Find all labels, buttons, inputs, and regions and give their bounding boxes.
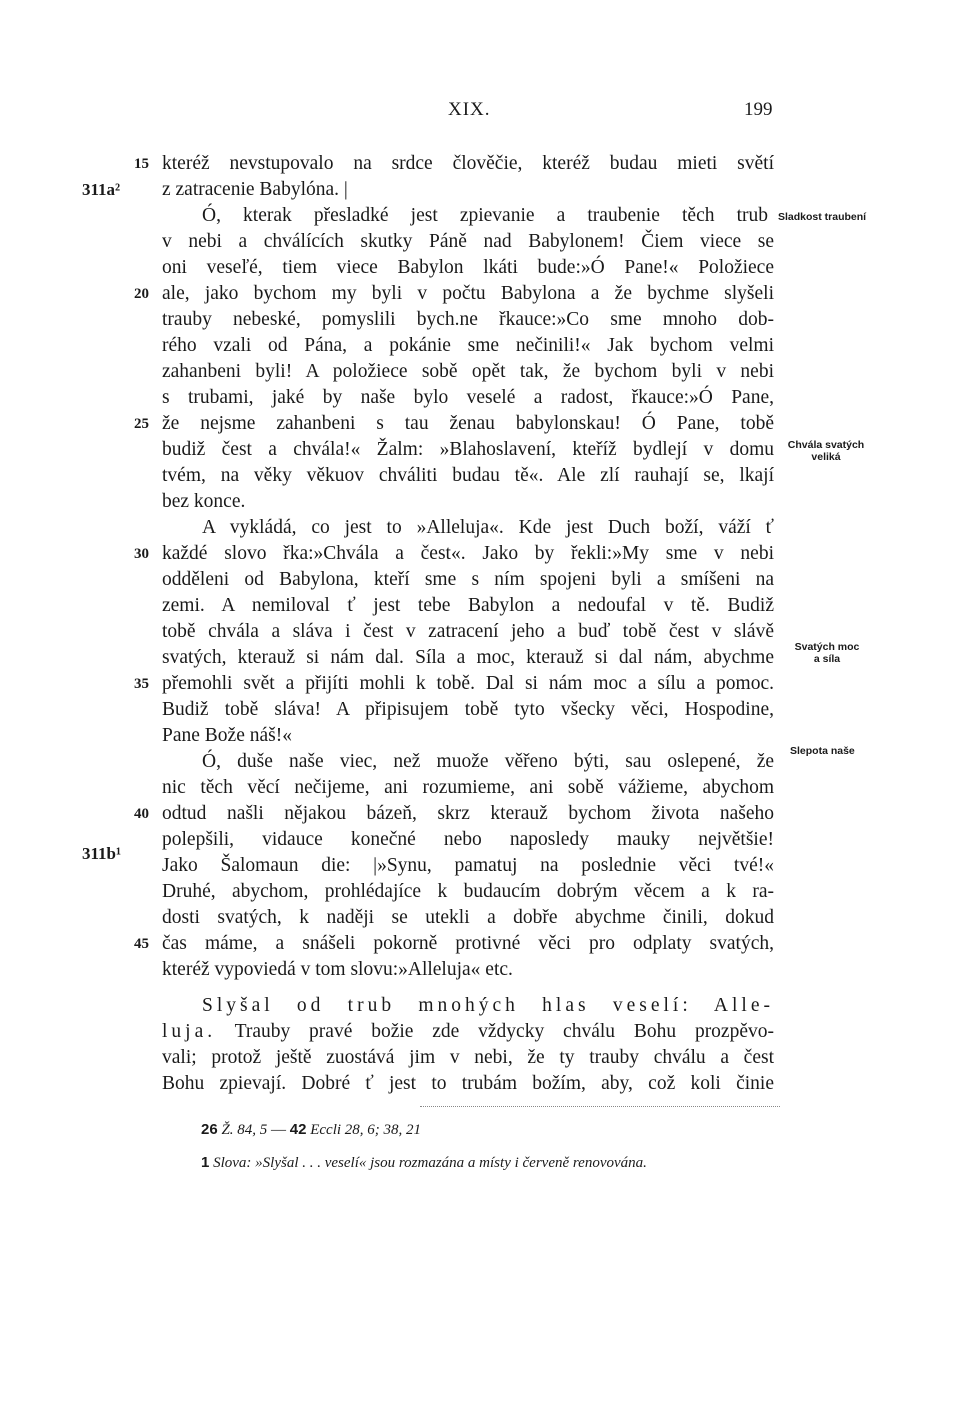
text-line: odděleni od Babylona, kteří sme s ním spojeni byli a smíšeni na bbox=[162, 569, 774, 590]
text-line: čas máme, a snášeli pokorně protivné věci pro odplaty svatých, bbox=[162, 933, 774, 954]
text-line: každé slovo řka:»Chvála a čest«. Jako by řekli:»My sme v nebi bbox=[162, 543, 774, 564]
text-line: z zatracenie Babylóna. | bbox=[162, 179, 348, 200]
footnote-apparatus bbox=[201, 1153, 647, 1173]
margin-note-line: Svatých moc bbox=[794, 641, 860, 653]
line-number: 40 bbox=[134, 806, 149, 822]
text-line: tobě chvála a sláva i čest v zatracení jeho a buď tobě čest v slávě bbox=[162, 621, 774, 642]
page-number: 199 bbox=[744, 99, 773, 120]
margin-note-line: a síla bbox=[813, 653, 841, 665]
folio-marker: 311a² bbox=[82, 180, 121, 199]
text-line: Jako Šalomaun die: |»Synu, pamatuj na poslednie věci tvé!« bbox=[162, 855, 774, 876]
lemma-line bbox=[202, 993, 774, 1019]
text-line: zahanbeni byli! A položiece sobě opět tak, že bychom byli v nebi bbox=[162, 361, 774, 382]
text-line: kteréž nevstupovalo na srdce člověčie, kteréž budau mieti světí bbox=[162, 153, 774, 174]
footnote-line-number: 26 bbox=[201, 1121, 218, 1138]
text-line: Budiž tobě sláva! A připisujem tobě tyto všecky věci, Hospodine, bbox=[162, 699, 774, 720]
footnote-line-number: 42 bbox=[289, 1121, 307, 1138]
line-number: 30 bbox=[134, 546, 149, 562]
line-number: 20 bbox=[134, 286, 149, 302]
text-line: bez konce. bbox=[162, 491, 246, 512]
folio-marker: 311b¹ bbox=[82, 844, 122, 863]
footnote-text: Slova: »Slyšal . . . veselí« jsou rozmazána a místy i červeně renovována. bbox=[213, 1155, 647, 1171]
margin-note-line: Chvála svatých bbox=[787, 439, 865, 451]
footnote-reference: Eccli 28, 6; 38, 21 bbox=[310, 1122, 422, 1138]
text-line: svatých, kterauž si nám dal. Síla a moc, kterauž si dal nám, abychme bbox=[162, 647, 774, 668]
text-line: trauby nebeské, pomyslili bych.ne řkauce:»Co sme mnoho dob- bbox=[162, 309, 774, 330]
text-line: kteréž vypoviedá v tom slovu:»Alleluja« etc. bbox=[162, 959, 513, 980]
text-line: že nejsme zahanbeni s tau ženau babylonskau! Ó Pane, tobě bbox=[162, 413, 774, 434]
margin-note bbox=[790, 745, 855, 757]
margin-note bbox=[778, 211, 866, 223]
lemma-line bbox=[162, 1019, 774, 1045]
text-line: Ó, duše naše viec, než muože věřeno býti, sau oslepené, že bbox=[202, 751, 774, 772]
text-line: tvém, na věky věkuov chváliti budau tě«. Ale zlí rauhají se, lkají bbox=[162, 465, 774, 486]
text-line: budiž čest a chvála!« Žalm: »Blahoslavení, kteříž bydlejí v domu bbox=[162, 439, 774, 460]
lemma-line: vali; protož ještě zuostává jim v nebi, že ty trauby chválu a čest bbox=[162, 1047, 774, 1068]
chapter-heading: XIX. bbox=[448, 99, 491, 120]
footnote-line-number: 1 bbox=[201, 1154, 210, 1171]
text-line: A vykládá, co jest to »Alleluja«. Kde jest Duch boží, váží ť bbox=[202, 517, 774, 538]
text-line: ale, jako bychom my byli v počtu Babylona a že bychme slyšeli bbox=[162, 283, 774, 304]
text-line: Druhé, abychom, prohlédajíce k budaucím dobrým věcem a k ra- bbox=[162, 881, 774, 902]
line-number: 35 bbox=[134, 676, 149, 692]
footnote-reference: Ž. 84, 5 bbox=[221, 1122, 268, 1138]
text-line: zemi. A nemiloval ť jest tebe Babylon a nedoufal v tě. Budiž bbox=[162, 595, 774, 616]
text-line: přemohli svět a přijíti mohli k tobě. Dal si nám moc a sílu a pomoc. bbox=[162, 673, 774, 694]
text-line: rého vzali od Pána, a pokánie sme nečinili!« Jak bychom velmi bbox=[162, 335, 774, 356]
lemma-spaced-cont: luja. bbox=[162, 1021, 217, 1042]
lemma-text: Trauby pravé božie zde vždycky chválu Bohu prozpěvo- bbox=[216, 1021, 774, 1042]
margin-note-line: Slepota naše bbox=[790, 745, 855, 757]
text-line: nic těch věcí nečijeme, ani rozumieme, ani sobě vážieme, abychom bbox=[162, 777, 774, 798]
lemma-line: Bohu zpievají. Dobré ť jest to trubám božím, aby, což koli činie bbox=[162, 1073, 774, 1094]
text-line: polepšili, vidauce konečné nebo naposledy mauky největšie! bbox=[162, 829, 774, 850]
line-number: 45 bbox=[134, 936, 149, 952]
line-number: 25 bbox=[134, 416, 149, 432]
text-line: Ó, kterak přesladké jest zpievanie a traubenie těch trub bbox=[202, 205, 768, 226]
footnote-divider bbox=[420, 1106, 780, 1107]
text-line: Pane Bože náš!« bbox=[162, 725, 292, 746]
margin-note-line: veliká bbox=[811, 451, 841, 463]
text-line: oni veseľé, tiem viece Babylon lkáti bude:»Ó Pane!« Položiece bbox=[162, 257, 774, 278]
margin-note bbox=[784, 641, 870, 665]
footnote-references bbox=[201, 1120, 421, 1140]
footnote-separator: — bbox=[271, 1122, 287, 1138]
lemma-spaced: Slyšal od trub mnohých hlas veselí: Alle- bbox=[202, 995, 774, 1016]
text-line: odtud našli nějakou bázeň, skrz kterauž bychom života našeho bbox=[162, 803, 774, 824]
text-line: dosti svatých, k naději se utekli a dobře abychme činili, dokud bbox=[162, 907, 774, 928]
margin-note-line: Sladkost traubení bbox=[778, 211, 867, 223]
line-number: 15 bbox=[134, 156, 149, 172]
text-line: s trubami, jaké by naše bylo veselé a radost, řkauce:»Ó Pane, bbox=[162, 387, 774, 408]
margin-note bbox=[778, 439, 874, 463]
text-line: v nebi a chválících skutky Páně nad Babylonem! Čiem viece se bbox=[162, 231, 774, 252]
